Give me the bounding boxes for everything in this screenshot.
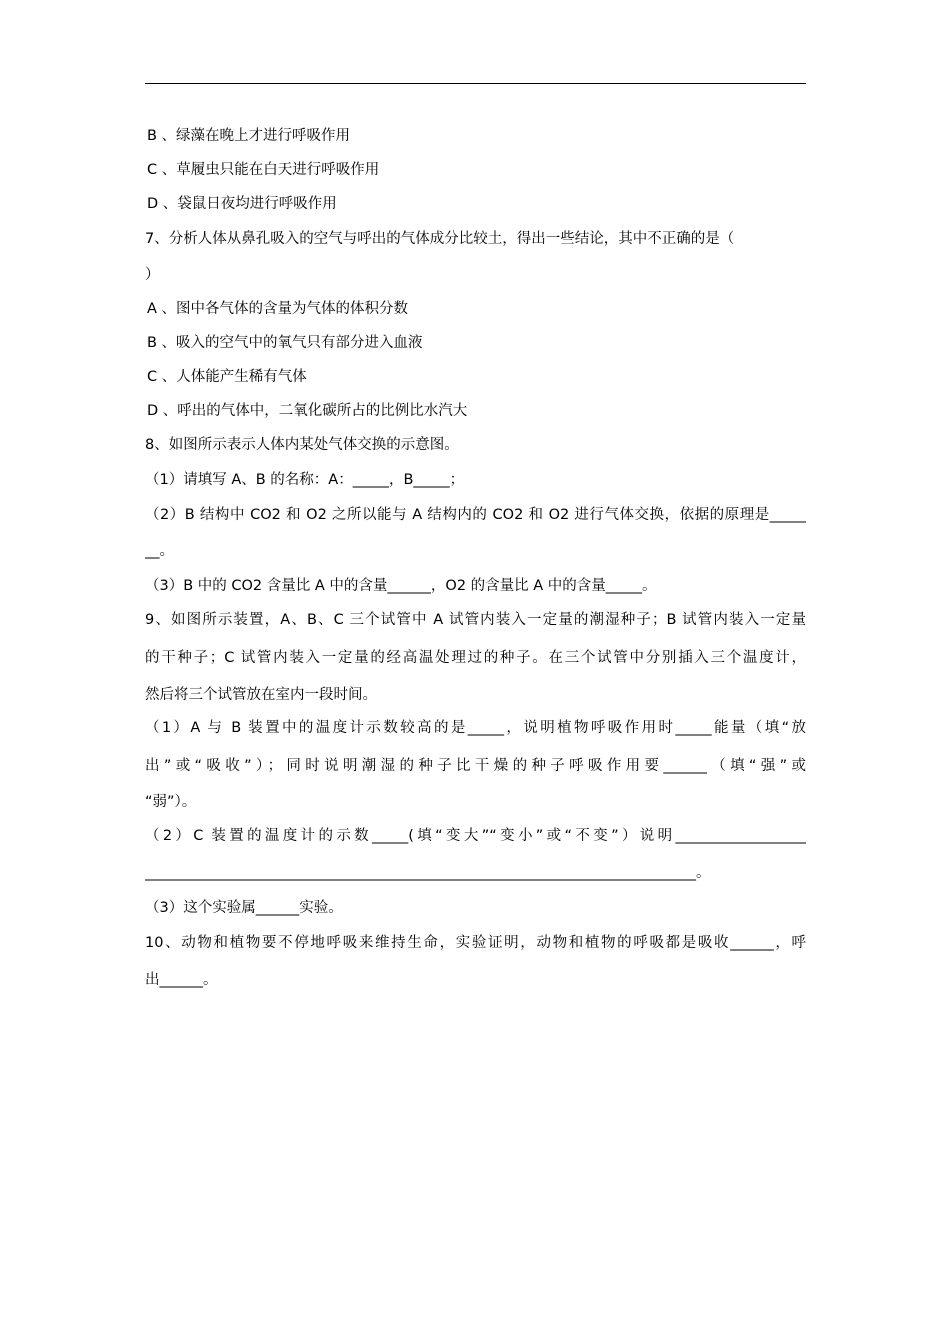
q9-part3: （3）这个实验属______实验。 xyxy=(145,900,343,916)
q7-option-b: B 、吸入的空气中的氧气只有部分进入血液 xyxy=(147,335,423,351)
header-divider xyxy=(145,83,806,84)
q7-option-a: A 、图中各气体的含量为气体的体积分数 xyxy=(147,301,409,317)
q8-part3: （3）B 中的 CO2 含量比 A 中的含量______，O2 的含量比 A 中的含量_____。 xyxy=(145,578,657,594)
q9-stem-line1: 9、如图所示装置，A、B、C 三个试管中 A 试管内装入一定量的潮湿种子；B 试管内装入一定量 xyxy=(145,612,806,628)
q10-line1: 10、动物和植物要不停地呼吸来维持生命，实验证明，动物和植物的呼吸都是吸收______，呼 xyxy=(145,935,806,951)
q10-line2: 出______。 xyxy=(145,972,218,988)
q6-option-c: C 、草履虫只能在白天进行呼吸作用 xyxy=(147,162,380,178)
q8-part2-line2: __。 xyxy=(145,543,174,559)
q9-part1-line1: （1）A 与 B 装置中的温度计示数较高的是_____，说明植物呼吸作用时_____能量（填“放 xyxy=(145,720,806,736)
q9-part1-line3: “弱”）。 xyxy=(145,794,197,810)
q8-stem: 8、如图所示表示人体内某处气体交换的示意图。 xyxy=(145,437,459,453)
q9-stem-line3: 然后将三个试管放在室内一段时间。 xyxy=(145,687,377,703)
q9-stem-line2: 的干种子；C 试管内装入一定量的经高温处理过的种子。在三个试管中分别插入三个温度计， xyxy=(145,650,806,666)
q8-part2-line1: （2）B 结构中 CO2 和 O2 之所以能与 A 结构内的 CO2 和 O2 进行气体交换，依据的原理是_____ xyxy=(145,507,806,523)
q7-option-d: D 、呼出的气体中，二氧化碳所占的比例比水汽大 xyxy=(147,403,468,419)
q9-part2-line2: ____________________________________________________________________________。 xyxy=(145,865,711,881)
q6-option-b: B 、绿藻在晚上才进行呼吸作用 xyxy=(147,128,351,144)
q7-stem-line2: ） xyxy=(145,267,160,283)
q8-part1: （1）请填写 A、B 的名称：A：_____，B_____； xyxy=(145,472,465,488)
q7-option-c: C 、人体能产生稀有气体 xyxy=(147,369,307,385)
q9-part2-line1: （2）C 装置的温度计的示数_____(填“变大”“变小”或“不变”）说明__________________ xyxy=(145,828,806,844)
q6-option-d: D 、袋鼠日夜均进行呼吸作用 xyxy=(147,196,337,212)
q9-part1-line2: 出”或“吸收”）；同时说明潮湿的种子比干燥的种子呼吸作用要______（填“强”或 xyxy=(145,758,806,774)
q7-stem-line1: 7、分析人体从鼻孔吸入的空气与呼出的气体成分比较土，得出一些结论，其中不正确的是（ xyxy=(145,231,735,247)
